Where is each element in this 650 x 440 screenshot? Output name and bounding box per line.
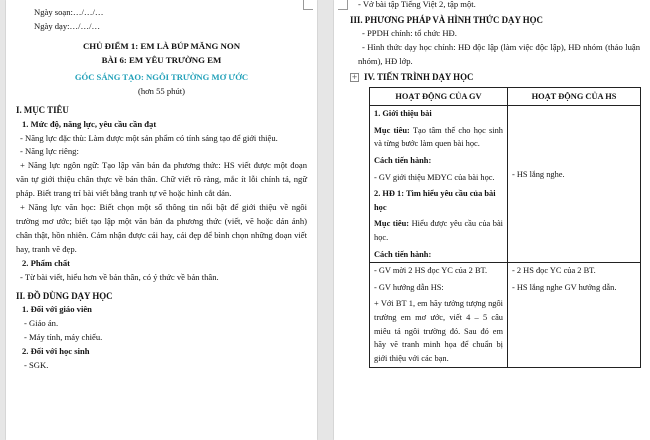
section-process-heading: IV. TIẾN TRÌNH DẠY HỌC (364, 72, 474, 83)
table-row (370, 263, 641, 367)
duration: (hơn 55 phút) (137, 86, 186, 97)
section-methods-heading: III. PHƯƠNG PHÁP VÀ HÌNH THỨC DẠY HỌC (350, 14, 543, 25)
column-header-teacher: HOẠT ĐỘNG CỦA GV (370, 87, 508, 106)
activity-title: 2. HĐ 1: Tìm hiểu yêu cầu của bài học (374, 189, 496, 212)
student-step: - HS lắng nghe GV hướng dẫn. (512, 282, 617, 292)
lesson-title: BÀI 6: EM YÊU TRƯỜNG EM (101, 55, 222, 66)
teacher-step: - GV mời 2 HS đọc YC của 2 BT. (374, 266, 488, 276)
list-item: - Máy tính, máy chiếu. (24, 331, 103, 342)
teacher-step: - GV giới thiệu MĐYC của bài học. (374, 172, 495, 182)
column-header-student: HOẠT ĐỘNG CỦA HS (508, 87, 641, 106)
qualities-heading: 2. Phẩm chất (22, 257, 70, 268)
table-row (370, 106, 641, 263)
theme-title: CHỦ ĐIỂM 1: EM LÀ BÚP MĂNG NON (82, 40, 241, 51)
teacher-materials-heading: 1. Đối với giáo viên (22, 304, 92, 315)
margin-corner-mark (338, 0, 348, 10)
activity-method-label: Cách tiến hành: (374, 249, 432, 259)
student-step: - 2 HS đọc YC của 2 BT. (512, 266, 596, 276)
document-page-right (334, 0, 650, 440)
document-page-left (6, 0, 317, 440)
paragraph: - Năng lực đặc thù: Làm được một sản phẩm có tính sáng tạo để giới thiệu. (20, 132, 278, 143)
activity-goal: Mục tiêu: Hiểu được yêu cầu của bài học. (374, 219, 503, 243)
list-item: - Giáo án. (24, 318, 59, 329)
student-materials-heading: 2. Đối với học sinh (22, 345, 90, 356)
corner-title: GÓC SÁNG TẠO: NGÔI TRƯỜNG MƠ ƯỚC (74, 72, 249, 83)
paragraph: + Năng lực văn học: Biết chọn một số thông tin nổi bật để giới thiệu về ngôi trường mơ ước; biết tạo lập một văn bản đa phương thức (viết, vẽ hoặc dán ảnh) chân thật, hồn nhiên. Cảm nhận được cái hay, cái đẹp để bình chọn những đoạn viết hay, tranh vẽ đẹp. (16, 202, 307, 254)
student-step: - HS lắng nghe. (512, 170, 565, 180)
paragraph: - Từ bài viết, hiểu hơn về bản thân, có ý thức về bản thân. (20, 271, 219, 282)
section-materials-heading: II. ĐỒ DÙNG DẠY HỌC (16, 290, 113, 301)
table-move-handle-icon[interactable]: + (351, 73, 358, 82)
section-objectives-heading: I. MỤC TIÊU (16, 105, 69, 116)
paragraph: + Năng lực ngôn ngữ: Tạo lập văn bản đa phương thức: HS viết được một đoạn văn tự giới thiệu chân thực về bản thân. Chữ viết rõ ràng, mắc ít lỗi chính tả, ngữ pháp. Biết trang trí bài viết bằng tranh tự vẽ hoặc hình cắt dán. (16, 160, 307, 199)
activity-goal: Mục tiêu: Tạo tâm thế cho học sinh và từng bước làm quen bài học. (374, 125, 503, 149)
margin-corner-mark (303, 0, 313, 10)
competency-heading: 1. Mức độ, năng lực, yêu cầu cần đạt (22, 118, 157, 129)
table-cell-teacher (370, 263, 508, 367)
table-header-row (370, 87, 641, 106)
paragraph: - Năng lực riêng: (20, 146, 79, 157)
paragraph: - PPDH chính: tổ chức HĐ. (362, 28, 457, 39)
table-cell-teacher (370, 106, 508, 263)
date-taught: Ngày dạy:…/…/… (34, 20, 101, 31)
date-prepared: Ngày soạn:…/…/… (34, 7, 104, 17)
list-item: - SGK. (24, 359, 49, 370)
paragraph: - Hình thức dạy học chính: HĐ độc lập (làm việc độc lập), HĐ nhóm (thảo luận nhóm), HĐ lớp. (358, 42, 640, 67)
table-cell-student (508, 263, 641, 367)
activity-method-label: Cách tiến hành: (374, 155, 432, 165)
activity-title: 1. Giới thiệu bài (374, 109, 432, 119)
list-item: - Vở bài tập Tiếng Việt 2, tập một. (358, 0, 476, 9)
table-cell-student (508, 106, 641, 263)
teacher-step: + Với BT 1, em hãy tưởng tượng ngôi trường em mơ ước, viết 4 – 5 câu miêu tả ngôi trường đó. Sau đó em hãy vẽ tranh minh họa để chuẩn bị giới thiệu với các bạn. (374, 299, 503, 363)
lesson-plan-table (369, 87, 641, 368)
teacher-step: - GV hướng dẫn HS: (374, 282, 444, 292)
